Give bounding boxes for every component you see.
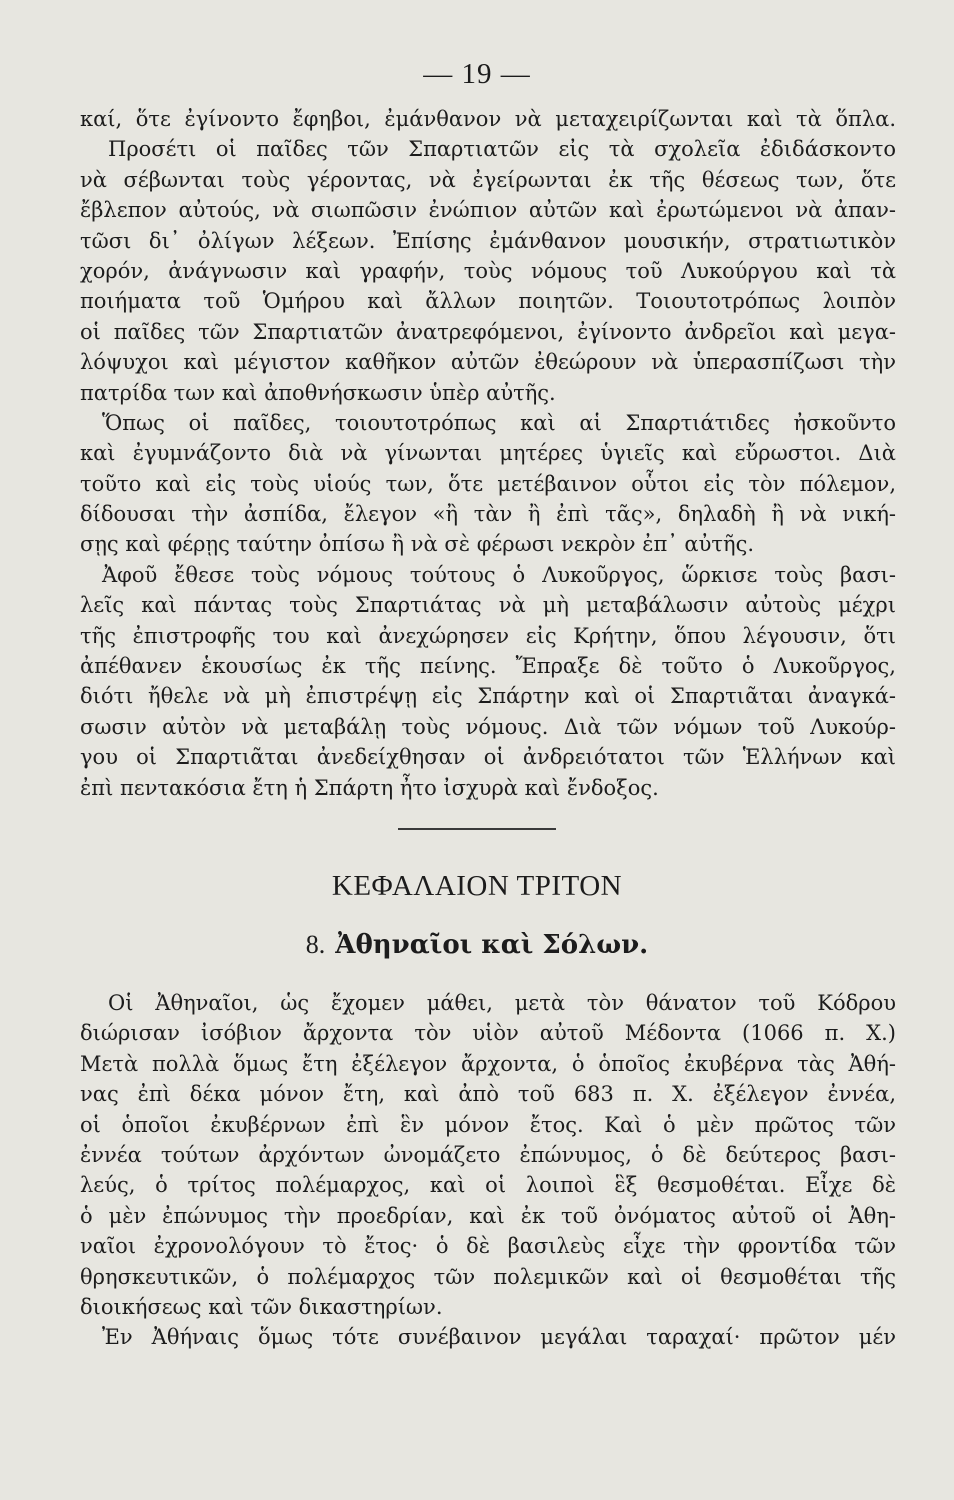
text-line: νας ἐπὶ δέκα μόνον ἔτη, καὶ ἀπὸ τοῦ 683 π. Χ. ἐξέλεγον ἐννέα, — [80, 1082, 896, 1107]
text-line: Ἐν Ἀθήναις ὅμως τότε συνέβαινον μεγάλαι ταραχαί· πρῶτον μέν — [102, 1325, 896, 1350]
lower-text-block — [80, 988, 896, 1353]
text-line: λεύς, ὁ τρίτος πολέμαρχος, καὶ οἱ λοιποὶ ἓξ θεσμοθέται. Εἶχε δὲ — [80, 1173, 896, 1198]
text-line: ἀπέθανεν ἑκουσίως ἐκ τῆς πείνης. Ἔπραξε δὲ τοῦτο ὁ Λυκοῦργος, — [80, 654, 896, 679]
text-line: δίδουσαι τὴν ἀσπίδα, ἔλεγον «ἢ τὰν ἢ ἐπὶ τᾶς», δηλαδὴ ἢ νὰ νική- — [80, 502, 896, 527]
text-line: χορόν, ἀνάγνωσιν καὶ γραφήν, τοὺς νόμους τοῦ Λυκούργου καὶ τὰ — [80, 258, 896, 283]
text-line: Οἱ Ἀθηναῖοι, ὡς ἔχομεν μάθει, μετὰ τὸν θάνατον τοῦ Κόδρου — [108, 991, 896, 1015]
text-line: διότι ἤθελε νὰ μὴ ἐπιστρέψῃ εἰς Σπάρτην καὶ οἱ Σπαρτιᾶται ἀναγκά- — [80, 684, 896, 709]
text-line: ποιήματα τοῦ Ὁμήρου καὶ ἄλλων ποιητῶν. Τοιουτοτρόπως λοιπὸν — [80, 289, 896, 314]
text-line: νὰ σέβωνται τοὺς γέροντας, νὰ ἐγείρωνται ἐκ τῆς θέσεως των, ὅτε — [80, 167, 896, 192]
section-heading — [0, 930, 954, 960]
text-line: Προσέτι οἱ παῖδες τῶν Σπαρτιατῶν εἰς τὰ σχολεῖα ἐδιδάσκοντο — [108, 137, 896, 162]
text-line: ἐπὶ πεντακόσια ἔτη ἡ Σπάρτη ἦτο ἰσχυρὰ καὶ ἔνδοξος. — [80, 775, 659, 800]
text-line: λόψυχοι καὶ μέγιστον καθῆκον αὐτῶν ἐθεώρουν νὰ ὑπερασπίζωσι τὴν — [80, 350, 896, 375]
text-line: θρησκευτικῶν, ὁ πολέμαρχος τῶν πολεμικῶν καὶ οἱ θεσμοθέται τῆς — [80, 1264, 896, 1289]
text-line: διοικήσεως καὶ τῶν δικαστηρίων. — [80, 1294, 443, 1319]
text-line: διώρισαν ἰσόβιον ἄρχοντα τὸν υἱὸν αὐτοῦ Μέδοντα (1066 π. Χ.) — [80, 1021, 896, 1046]
text-line: ναῖοι ἐχρονολόγουν τὸ ἔτος· ὁ δὲ βασιλεὺς εἶχε τὴν φροντίδα τῶν — [80, 1234, 896, 1259]
section-divider — [398, 828, 556, 830]
text-line: Μετὰ πολλὰ ὅμως ἔτη ἐξέλεγον ἄρχοντα, ὁ ὁποῖος ἐκυβέρνα τὰς Ἀθή- — [80, 1051, 896, 1076]
text-line: ἔβλεπον αὐτούς, νὰ σιωπῶσιν ἐνώπιον αὐτῶν καὶ ἐρωτώμενοι νὰ ἀπαν- — [80, 198, 896, 223]
page-number: — 19 — — [423, 58, 531, 90]
text-line: γου οἱ Σπαρτιᾶται ἀνεδείχθησαν οἱ ἀνδρειότατοι τῶν Ἑλλήνων καὶ — [80, 745, 896, 770]
text-line: ὁ μὲν ἐπώνυμος τὴν προεδρίαν, καὶ ἐκ τοῦ ὀνόματος αὐτοῦ οἱ Ἀθη- — [80, 1203, 896, 1228]
text-line: σῃς καὶ φέρῃς ταύτην ὀπίσω ἢ νὰ σὲ φέρωσι νεκρὸν ἐπ᾽ αὐτῆς. — [80, 532, 755, 557]
upper-text-block — [80, 104, 896, 803]
text-line: οἱ παῖδες τῶν Σπαρτιατῶν ἀνατρεφόμενοι, ἐγίνοντο ἀνδρεῖοι καὶ μεγα- — [80, 319, 896, 344]
chapter-title: ΚΕΦΑΛΑΙΟΝ ΤΡΙΤΟΝ — [331, 870, 623, 902]
text-line: οἱ ὁποῖοι ἐκυβέρνων ἐπὶ ἓν μόνον ἔτος. Καὶ ὁ μὲν πρῶτος τῶν — [80, 1112, 896, 1137]
text-line: τῆς ἐπιστροφῆς του καὶ ἀνεχώρησεν εἰς Κρήτην, ὅπου λέγουσιν, ὅτι — [80, 623, 896, 648]
text-line: καί, ὅτε ἐγίνοντο ἔφηβοι, ἐμάνθανον νὰ μεταχειρίζωνται καὶ τὰ ὅπλα. — [80, 107, 896, 131]
text-line: σωσιν αὐτὸν νὰ μεταβάλῃ τοὺς νόμους. Διὰ τῶν νόμων τοῦ Λυκούρ- — [80, 714, 896, 739]
text-line: τοῦτο καὶ εἰς τοὺς υἱούς των, ὅτε μετέβαινον οὗτοι εἰς τὸν πόλεμον, — [80, 471, 896, 496]
text-line: Ὅπως οἱ παῖδες, τοιουτοτρόπως καὶ αἱ Σπαρτιάτιδες ἠσκοῦντο — [102, 410, 896, 435]
text-line: Ἀφοῦ ἔθεσε τοὺς νόμους τούτους ὁ Λυκοῦργος, ὥρκισε τοὺς βασι- — [102, 562, 896, 587]
text-line: ἐννέα τούτων ἀρχόντων ὠνομάζετο ἐπώνυμος, ὁ δὲ δεύτερος βασι- — [80, 1142, 896, 1167]
section-title: Ἀθηναῖοι καὶ Σόλων. — [335, 930, 649, 960]
text-line: τῶσι δι᾽ ὀλίγων λέξεων. Ἐπίσης ἐμάνθανον μουσικήν, στρατιωτικὸν — [80, 228, 896, 253]
text-line: λεῖς καὶ πάντας τοὺς Σπαρτιάτας νὰ μὴ μεταβάλωσιν αὐτοὺς μέχρι — [80, 593, 896, 618]
section-number: 8. — [305, 930, 326, 959]
text-line: καὶ ἐγυμνάζοντο διὰ νὰ γίνωνται μητέρες ὑγιεῖς καὶ εὔρωστοι. Διὰ — [80, 441, 896, 466]
text-line: πατρίδα των καὶ ἀποθνήσκωσιν ὑπὲρ αὐτῆς. — [80, 380, 556, 405]
